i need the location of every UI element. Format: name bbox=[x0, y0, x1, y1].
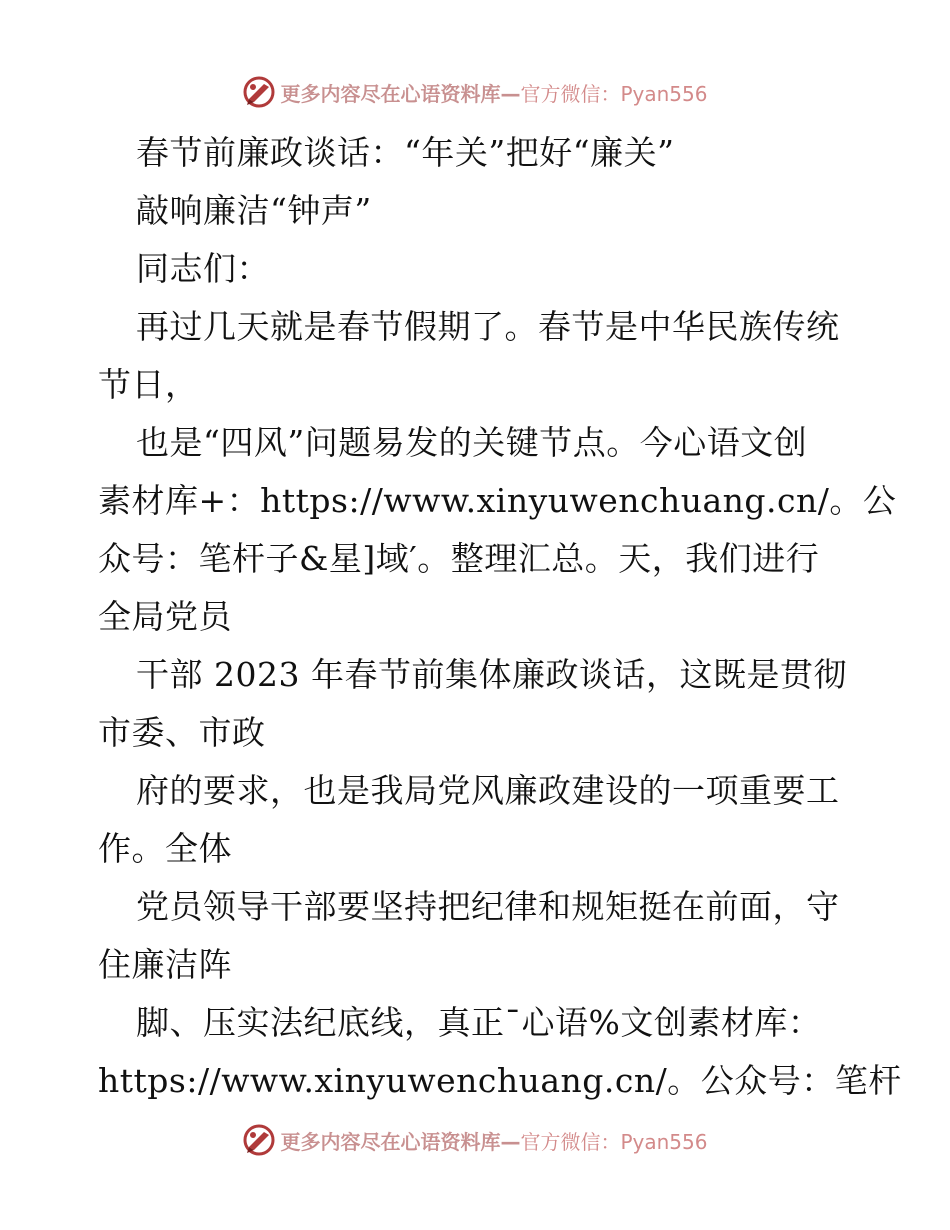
text-line: 脚、压实法纪底线，真正¯心语%文创素材库： bbox=[136, 1003, 822, 1042]
footer-banner-text: 更多内容尽在心语资料库—官方微信：Pyan556 bbox=[280, 1129, 708, 1154]
text-line: 作。全体 bbox=[98, 829, 232, 868]
text-line: 党员领导干部要坚持把纪律和规矩挺在前面，守 bbox=[136, 887, 840, 926]
document-title: 春节前廉政谈话：“年关”把好“廉关” bbox=[136, 133, 675, 172]
document-body bbox=[98, 124, 902, 1110]
text-line: 全局党员 bbox=[98, 597, 232, 636]
text-line: 也是“四风”问题易发的关键节点。今心语文创 bbox=[136, 423, 808, 462]
header-banner bbox=[0, 72, 950, 112]
header-wechat-id: 官方微信：Pyan556 bbox=[520, 81, 708, 106]
xinyu-logo-icon bbox=[242, 1123, 276, 1157]
footer-banner bbox=[0, 1120, 950, 1160]
text-line: 干部 2023 年春节前集体廉政谈话，这既是贯彻 bbox=[136, 655, 847, 694]
document-subtitle: 敲响廉洁“钟声” bbox=[136, 191, 372, 230]
salutation: 同志们： bbox=[136, 249, 270, 288]
text-line: 众号：笔杆子&星]域′。整理汇总。天，我们进行 bbox=[98, 539, 820, 578]
text-line: 再过几天就是春节假期了。春节是中华民族传统 bbox=[136, 307, 840, 346]
text-line: 住廉洁阵 bbox=[98, 945, 232, 984]
xinyu-logo-icon bbox=[242, 75, 276, 109]
footer-wechat-id: 官方微信：Pyan556 bbox=[520, 1129, 708, 1154]
text-line: https://www.xinyuwenchuang.cn/。公众号：笔杆 bbox=[98, 1061, 902, 1100]
header-banner-text: 更多内容尽在心语资料库—官方微信：Pyan556 bbox=[280, 81, 708, 106]
text-line: 节日， bbox=[98, 365, 199, 404]
text-line: 市委、市政 bbox=[98, 713, 266, 752]
text-line: 府的要求，也是我局党风廉政建设的一项重要工 bbox=[136, 771, 840, 810]
text-line: 素材库+：https://www.xinyuwenchuang.cn/。公 bbox=[98, 481, 897, 520]
